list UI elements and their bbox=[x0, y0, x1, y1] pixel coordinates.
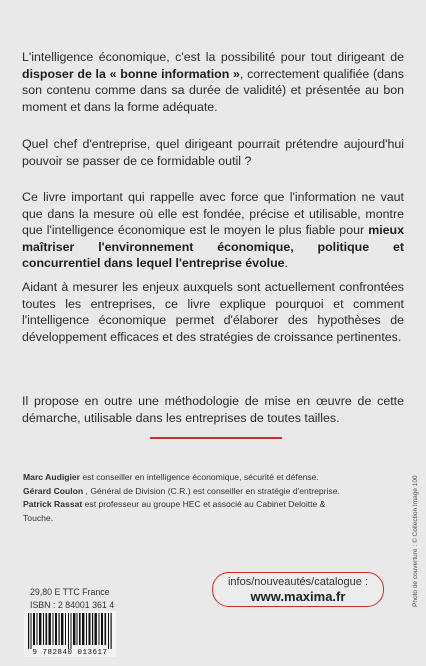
isbn: ISBN : 2 84001 361 4 bbox=[30, 599, 115, 610]
p1-text-c: , correctement qualifiée (dans son contenu comme dans sa durée de validité) et présentée au bon moment et dans la forme adéquate. bbox=[22, 66, 404, 114]
barcode bbox=[24, 611, 116, 657]
red-divider bbox=[150, 437, 282, 439]
author-name: Patrick Rassat bbox=[23, 499, 83, 509]
paragraph-question: Quel chef d'entreprise, quel dirigeant pourrait prétendre aujourd'hui pouvoir se passer de ce formidable outil ? bbox=[22, 137, 404, 168]
p3-text-a: Ce livre important qui rappelle avec force que l'information ne vaut que dans la mesure où elle est fondée, précise et utilisable, montre que l'intelligence économique est le moyen le plus fiable pour bbox=[22, 190, 404, 237]
website-badge[interactable] bbox=[212, 572, 384, 607]
p1-bold-text: disposer de la « bonne information » bbox=[22, 66, 240, 81]
p3-text-c: . bbox=[284, 256, 288, 270]
p1-text-a: L'intelligence économique, c'est la possibilité pour tout dirigeant de bbox=[22, 50, 404, 64]
paragraph-definition bbox=[22, 49, 404, 115]
paragraph-stakes: Aidant à mesurer les enjeux auxquels sont actuellement confrontées toutes les entreprises, ce livre explique pourquoi et comment l'intelligence économique permet d'élaborer des hypothèses de développement efficaces et des stratégies de croissance pertinentes. bbox=[22, 280, 404, 344]
author-name: Gérard Coulon bbox=[23, 485, 84, 496]
photo-credit: Photo de couverture : © Collection Image 100 bbox=[412, 475, 419, 607]
author-bio bbox=[23, 498, 353, 525]
author-bio bbox=[23, 471, 353, 485]
paragraph-methodology: Il propose en outre une méthodologie de mise en œuvre de cette démarche, utilisable dans les entreprises de toutes tailles. bbox=[22, 394, 404, 425]
price-isbn-block bbox=[30, 586, 114, 611]
barcode-number: 9 782840 013617 bbox=[24, 649, 116, 657]
barcode-icon bbox=[24, 611, 116, 649]
paragraph-book-importance bbox=[22, 189, 404, 272]
author-bio bbox=[23, 485, 353, 499]
author-desc: est professeur au groupe HEC et associé au Cabinet Deloitte & Touche. bbox=[23, 499, 326, 523]
author-bios bbox=[23, 471, 353, 525]
author-desc: , Général de Division (C.R.) est conseiller en stratégie d'entreprise. bbox=[83, 485, 340, 496]
author-name: Marc Audigier bbox=[23, 472, 80, 482]
website-caption: infos/nouveautés/catalogue : bbox=[227, 576, 369, 588]
p3-bold-text: mieux maîtriser l'environnement économique, politique et concurrentiel dans lequel l'entreprise évolue bbox=[22, 223, 404, 270]
price: 29,80 E TTC France bbox=[30, 587, 110, 597]
website-link[interactable]: www.maxima.fr bbox=[250, 589, 346, 604]
author-desc: est conseiller en intelligence économique, sécurité et défense. bbox=[79, 472, 319, 482]
